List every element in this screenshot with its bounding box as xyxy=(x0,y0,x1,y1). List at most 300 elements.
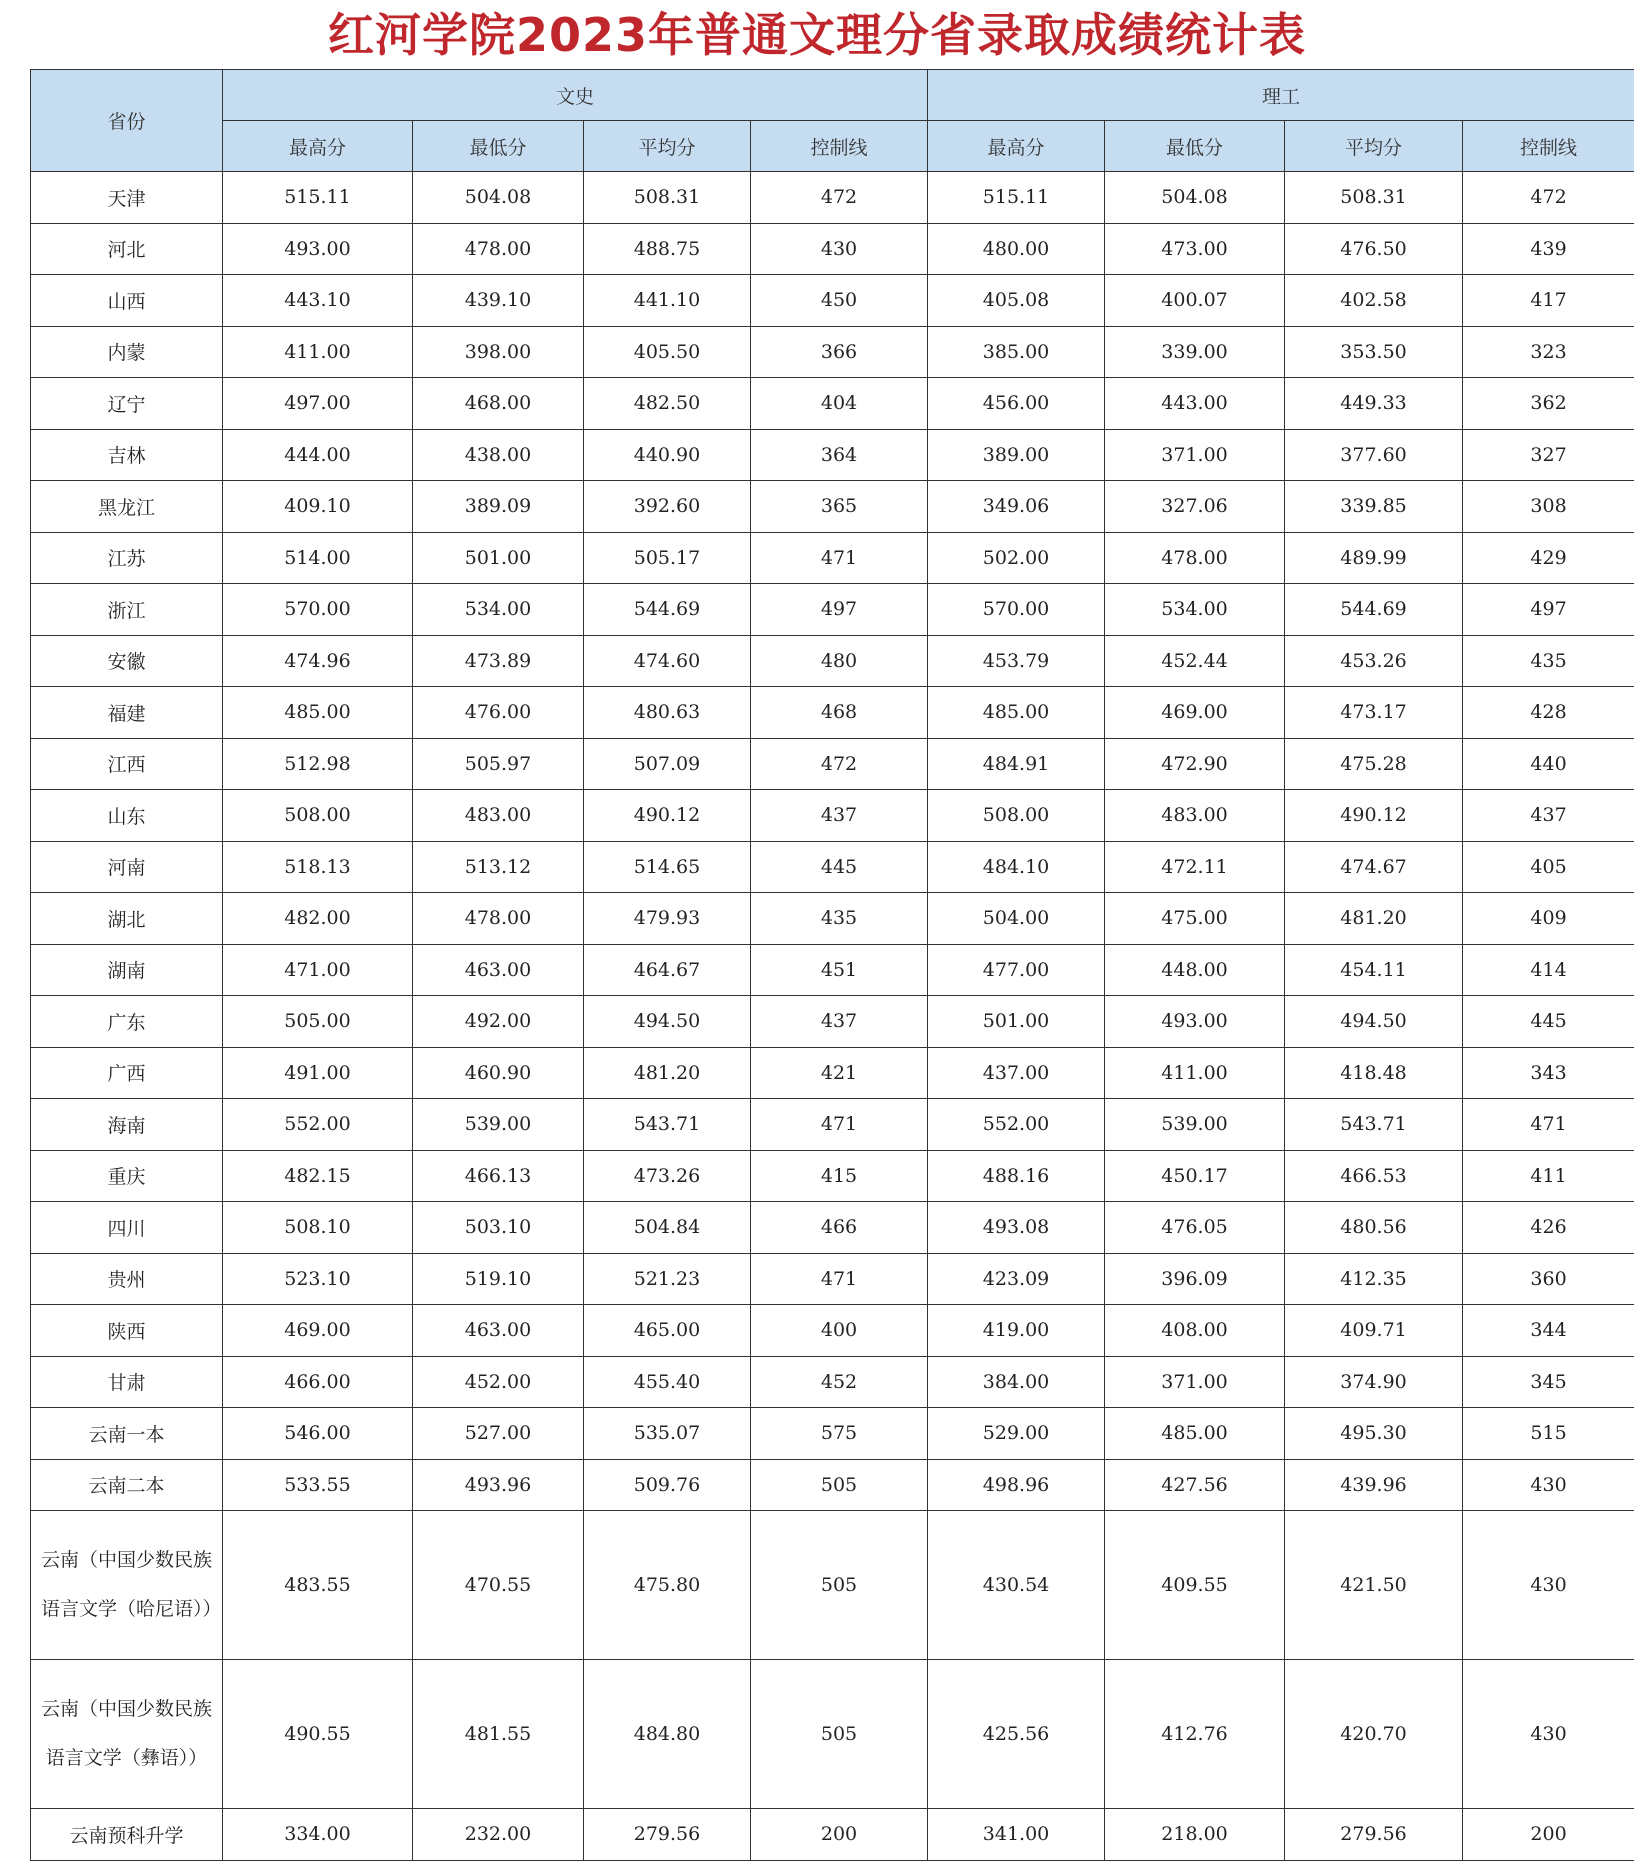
science-min-cell: 476.05 xyxy=(1105,1202,1285,1254)
arts-control-cell: 451 xyxy=(751,944,928,996)
science-max-cell: 552.00 xyxy=(928,1099,1105,1151)
science-max-cell: 485.00 xyxy=(928,687,1105,739)
science-max-cell: 477.00 xyxy=(928,944,1105,996)
science-min-cell: 493.00 xyxy=(1105,996,1285,1048)
arts-control-cell: 365 xyxy=(751,481,928,533)
table-row xyxy=(31,1150,1634,1202)
arts-min-cell: 463.00 xyxy=(413,1305,584,1357)
arts-control-cell: 505 xyxy=(751,1511,928,1660)
arts-avg-cell: 507.09 xyxy=(584,738,751,790)
table-row xyxy=(31,326,1634,378)
science-control-cell: 472 xyxy=(1463,172,1634,224)
arts-max-cell: 508.10 xyxy=(223,1202,413,1254)
science-control-cell: 435 xyxy=(1463,635,1634,687)
table-row xyxy=(31,738,1634,790)
arts-max-cell: 485.00 xyxy=(223,687,413,739)
table-row xyxy=(31,944,1634,996)
arts-control-cell: 415 xyxy=(751,1150,928,1202)
science-control-cell: 362 xyxy=(1463,378,1634,430)
arts-min-cell: 466.13 xyxy=(413,1150,584,1202)
science-avg-cell: 508.31 xyxy=(1285,172,1463,224)
science-control-cell: 417 xyxy=(1463,275,1634,327)
science-max-cell: 502.00 xyxy=(928,532,1105,584)
science-avg-cell: 480.56 xyxy=(1285,1202,1463,1254)
arts-max-cell: 482.00 xyxy=(223,893,413,945)
arts-control-cell: 450 xyxy=(751,275,928,327)
arts-avg-cell: 482.50 xyxy=(584,378,751,430)
province-cell: 云南预科升学 xyxy=(31,1809,223,1861)
province-cell: 贵州 xyxy=(31,1253,223,1305)
arts-min-cell: 501.00 xyxy=(413,532,584,584)
science-avg-cell: 489.99 xyxy=(1285,532,1463,584)
table-row xyxy=(31,429,1634,481)
arts-control-cell: 472 xyxy=(751,738,928,790)
arts-avg-cell: 440.90 xyxy=(584,429,751,481)
arts-min-cell: 478.00 xyxy=(413,893,584,945)
arts-max-cell: 466.00 xyxy=(223,1356,413,1408)
header-science-avg: 平均分 xyxy=(1285,121,1463,172)
arts-max-cell: 497.00 xyxy=(223,378,413,430)
arts-max-cell: 444.00 xyxy=(223,429,413,481)
science-avg-cell: 494.50 xyxy=(1285,996,1463,1048)
arts-min-cell: 492.00 xyxy=(413,996,584,1048)
arts-min-cell: 513.12 xyxy=(413,841,584,893)
science-max-cell: 498.96 xyxy=(928,1459,1105,1511)
science-control-cell: 426 xyxy=(1463,1202,1634,1254)
arts-avg-cell: 475.80 xyxy=(584,1511,751,1660)
arts-control-cell: 437 xyxy=(751,790,928,842)
table-row xyxy=(31,1099,1634,1151)
arts-max-cell: 505.00 xyxy=(223,996,413,1048)
science-min-cell: 539.00 xyxy=(1105,1099,1285,1151)
arts-min-cell: 478.00 xyxy=(413,223,584,275)
arts-max-cell: 508.00 xyxy=(223,790,413,842)
arts-max-cell: 482.15 xyxy=(223,1150,413,1202)
arts-avg-cell: 494.50 xyxy=(584,996,751,1048)
province-cell: 吉林 xyxy=(31,429,223,481)
arts-max-cell: 411.00 xyxy=(223,326,413,378)
science-avg-cell: 418.48 xyxy=(1285,1047,1463,1099)
arts-max-cell: 515.11 xyxy=(223,172,413,224)
arts-control-cell: 430 xyxy=(751,223,928,275)
science-min-cell: 218.00 xyxy=(1105,1809,1285,1861)
arts-control-cell: 472 xyxy=(751,172,928,224)
science-avg-cell: 476.50 xyxy=(1285,223,1463,275)
science-max-cell: 508.00 xyxy=(928,790,1105,842)
science-max-cell: 430.54 xyxy=(928,1511,1105,1660)
science-min-cell: 472.90 xyxy=(1105,738,1285,790)
science-min-cell: 448.00 xyxy=(1105,944,1285,996)
province-cell: 湖南 xyxy=(31,944,223,996)
table-row xyxy=(31,1459,1634,1511)
arts-min-cell: 483.00 xyxy=(413,790,584,842)
arts-min-cell: 468.00 xyxy=(413,378,584,430)
arts-min-cell: 503.10 xyxy=(413,1202,584,1254)
table-row xyxy=(31,1253,1634,1305)
province-cell: 广东 xyxy=(31,996,223,1048)
science-control-cell: 440 xyxy=(1463,738,1634,790)
science-avg-cell: 495.30 xyxy=(1285,1408,1463,1460)
science-min-cell: 412.76 xyxy=(1105,1660,1285,1809)
arts-min-cell: 493.96 xyxy=(413,1459,584,1511)
arts-control-cell: 466 xyxy=(751,1202,928,1254)
table-row xyxy=(31,790,1634,842)
science-avg-cell: 474.67 xyxy=(1285,841,1463,893)
province-cell: 黑龙江 xyxy=(31,481,223,533)
arts-control-cell: 468 xyxy=(751,687,928,739)
header-arts-max: 最高分 xyxy=(223,121,413,172)
province-cell: 辽宁 xyxy=(31,378,223,430)
science-avg-cell: 473.17 xyxy=(1285,687,1463,739)
arts-max-cell: 523.10 xyxy=(223,1253,413,1305)
science-avg-cell: 402.58 xyxy=(1285,275,1463,327)
arts-avg-cell: 488.75 xyxy=(584,223,751,275)
arts-min-cell: 389.09 xyxy=(413,481,584,533)
province-cell: 山西 xyxy=(31,275,223,327)
science-control-cell: 439 xyxy=(1463,223,1634,275)
province-cell: 云南（中国少数民族语言文学（哈尼语）） xyxy=(31,1511,223,1660)
science-max-cell: 493.08 xyxy=(928,1202,1105,1254)
page-title: 红河学院2023年普通文理分省录取成绩统计表 xyxy=(327,8,1307,62)
table-row xyxy=(31,841,1634,893)
header-province: 省份 xyxy=(31,70,223,172)
arts-max-cell: 514.00 xyxy=(223,532,413,584)
arts-min-cell: 439.10 xyxy=(413,275,584,327)
arts-max-cell: 474.96 xyxy=(223,635,413,687)
arts-min-cell: 534.00 xyxy=(413,584,584,636)
table-row xyxy=(31,223,1634,275)
province-cell: 福建 xyxy=(31,687,223,739)
science-avg-cell: 421.50 xyxy=(1285,1511,1463,1660)
science-min-cell: 475.00 xyxy=(1105,893,1285,945)
science-avg-cell: 543.71 xyxy=(1285,1099,1463,1151)
science-max-cell: 384.00 xyxy=(928,1356,1105,1408)
province-cell: 重庆 xyxy=(31,1150,223,1202)
science-max-cell: 456.00 xyxy=(928,378,1105,430)
table-row xyxy=(31,1047,1634,1099)
science-max-cell: 405.08 xyxy=(928,275,1105,327)
header-group-arts: 文史 xyxy=(223,70,928,121)
province-cell: 陕西 xyxy=(31,1305,223,1357)
arts-max-cell: 483.55 xyxy=(223,1511,413,1660)
science-max-cell: 385.00 xyxy=(928,326,1105,378)
science-min-cell: 339.00 xyxy=(1105,326,1285,378)
science-min-cell: 450.17 xyxy=(1105,1150,1285,1202)
arts-control-cell: 366 xyxy=(751,326,928,378)
arts-avg-cell: 405.50 xyxy=(584,326,751,378)
science-min-cell: 409.55 xyxy=(1105,1511,1285,1660)
science-avg-cell: 481.20 xyxy=(1285,893,1463,945)
science-avg-cell: 412.35 xyxy=(1285,1253,1463,1305)
arts-control-cell: 445 xyxy=(751,841,928,893)
science-control-cell: 344 xyxy=(1463,1305,1634,1357)
science-max-cell: 423.09 xyxy=(928,1253,1105,1305)
arts-min-cell: 398.00 xyxy=(413,326,584,378)
science-max-cell: 484.91 xyxy=(928,738,1105,790)
science-max-cell: 529.00 xyxy=(928,1408,1105,1460)
arts-max-cell: 491.00 xyxy=(223,1047,413,1099)
table-row xyxy=(31,1356,1634,1408)
science-min-cell: 411.00 xyxy=(1105,1047,1285,1099)
arts-control-cell: 435 xyxy=(751,893,928,945)
header-arts-avg: 平均分 xyxy=(584,121,751,172)
arts-avg-cell: 509.76 xyxy=(584,1459,751,1511)
arts-max-cell: 409.10 xyxy=(223,481,413,533)
science-avg-cell: 439.96 xyxy=(1285,1459,1463,1511)
arts-avg-cell: 455.40 xyxy=(584,1356,751,1408)
arts-min-cell: 539.00 xyxy=(413,1099,584,1151)
arts-max-cell: 490.55 xyxy=(223,1660,413,1809)
header-arts-control: 控制线 xyxy=(751,121,928,172)
table-row xyxy=(31,687,1634,739)
science-min-cell: 469.00 xyxy=(1105,687,1285,739)
science-min-cell: 534.00 xyxy=(1105,584,1285,636)
arts-avg-cell: 481.20 xyxy=(584,1047,751,1099)
table-row xyxy=(31,481,1634,533)
arts-avg-cell: 543.71 xyxy=(584,1099,751,1151)
science-control-cell: 497 xyxy=(1463,584,1634,636)
arts-max-cell: 570.00 xyxy=(223,584,413,636)
arts-avg-cell: 535.07 xyxy=(584,1408,751,1460)
science-min-cell: 443.00 xyxy=(1105,378,1285,430)
arts-min-cell: 481.55 xyxy=(413,1660,584,1809)
province-cell: 云南一本 xyxy=(31,1408,223,1460)
science-max-cell: 419.00 xyxy=(928,1305,1105,1357)
admission-score-table xyxy=(30,69,1634,1861)
province-cell: 甘肃 xyxy=(31,1356,223,1408)
science-max-cell: 484.10 xyxy=(928,841,1105,893)
province-cell: 山东 xyxy=(31,790,223,842)
arts-min-cell: 232.00 xyxy=(413,1809,584,1861)
arts-max-cell: 533.55 xyxy=(223,1459,413,1511)
science-max-cell: 425.56 xyxy=(928,1660,1105,1809)
arts-max-cell: 512.98 xyxy=(223,738,413,790)
arts-control-cell: 421 xyxy=(751,1047,928,1099)
arts-avg-cell: 480.63 xyxy=(584,687,751,739)
arts-control-cell: 471 xyxy=(751,1099,928,1151)
science-control-cell: 471 xyxy=(1463,1099,1634,1151)
province-cell: 湖北 xyxy=(31,893,223,945)
arts-control-cell: 505 xyxy=(751,1660,928,1809)
header-science-control: 控制线 xyxy=(1463,121,1634,172)
science-min-cell: 485.00 xyxy=(1105,1408,1285,1460)
arts-avg-cell: 505.17 xyxy=(584,532,751,584)
arts-max-cell: 469.00 xyxy=(223,1305,413,1357)
arts-min-cell: 463.00 xyxy=(413,944,584,996)
science-min-cell: 400.07 xyxy=(1105,275,1285,327)
science-control-cell: 414 xyxy=(1463,944,1634,996)
province-cell: 天津 xyxy=(31,172,223,224)
science-control-cell: 409 xyxy=(1463,893,1634,945)
arts-control-cell: 471 xyxy=(751,1253,928,1305)
science-control-cell: 405 xyxy=(1463,841,1634,893)
province-cell: 内蒙 xyxy=(31,326,223,378)
arts-avg-cell: 479.93 xyxy=(584,893,751,945)
arts-control-cell: 364 xyxy=(751,429,928,481)
science-avg-cell: 353.50 xyxy=(1285,326,1463,378)
table-row xyxy=(31,1305,1634,1357)
science-min-cell: 427.56 xyxy=(1105,1459,1285,1511)
science-avg-cell: 466.53 xyxy=(1285,1150,1463,1202)
science-avg-cell: 420.70 xyxy=(1285,1660,1463,1809)
science-max-cell: 389.00 xyxy=(928,429,1105,481)
province-cell: 云南二本 xyxy=(31,1459,223,1511)
province-cell: 四川 xyxy=(31,1202,223,1254)
province-cell: 江苏 xyxy=(31,532,223,584)
arts-max-cell: 471.00 xyxy=(223,944,413,996)
science-max-cell: 341.00 xyxy=(928,1809,1105,1861)
arts-avg-cell: 508.31 xyxy=(584,172,751,224)
arts-min-cell: 460.90 xyxy=(413,1047,584,1099)
table-row xyxy=(31,893,1634,945)
science-avg-cell: 475.28 xyxy=(1285,738,1463,790)
arts-max-cell: 546.00 xyxy=(223,1408,413,1460)
science-max-cell: 480.00 xyxy=(928,223,1105,275)
science-min-cell: 371.00 xyxy=(1105,429,1285,481)
science-control-cell: 308 xyxy=(1463,481,1634,533)
arts-avg-cell: 490.12 xyxy=(584,790,751,842)
science-control-cell: 430 xyxy=(1463,1660,1634,1809)
arts-min-cell: 470.55 xyxy=(413,1511,584,1660)
province-cell: 河南 xyxy=(31,841,223,893)
science-control-cell: 445 xyxy=(1463,996,1634,1048)
arts-avg-cell: 473.26 xyxy=(584,1150,751,1202)
arts-control-cell: 452 xyxy=(751,1356,928,1408)
science-control-cell: 430 xyxy=(1463,1459,1634,1511)
arts-max-cell: 493.00 xyxy=(223,223,413,275)
science-control-cell: 411 xyxy=(1463,1150,1634,1202)
science-min-cell: 478.00 xyxy=(1105,532,1285,584)
science-min-cell: 473.00 xyxy=(1105,223,1285,275)
science-control-cell: 327 xyxy=(1463,429,1634,481)
arts-avg-cell: 392.60 xyxy=(584,481,751,533)
science-control-cell: 428 xyxy=(1463,687,1634,739)
arts-min-cell: 504.08 xyxy=(413,172,584,224)
science-min-cell: 472.11 xyxy=(1105,841,1285,893)
arts-avg-cell: 521.23 xyxy=(584,1253,751,1305)
science-control-cell: 437 xyxy=(1463,790,1634,842)
province-cell: 云南（中国少数民族语言文学（彝语）） xyxy=(31,1660,223,1809)
science-avg-cell: 544.69 xyxy=(1285,584,1463,636)
table-row xyxy=(31,275,1634,327)
arts-avg-cell: 464.67 xyxy=(584,944,751,996)
science-max-cell: 453.79 xyxy=(928,635,1105,687)
science-control-cell: 345 xyxy=(1463,1356,1634,1408)
science-avg-cell: 374.90 xyxy=(1285,1356,1463,1408)
table-row xyxy=(31,532,1634,584)
arts-control-cell: 200 xyxy=(751,1809,928,1861)
table-header xyxy=(31,70,1634,172)
science-avg-cell: 409.71 xyxy=(1285,1305,1463,1357)
table-row xyxy=(31,1511,1634,1660)
arts-max-cell: 552.00 xyxy=(223,1099,413,1151)
science-max-cell: 349.06 xyxy=(928,481,1105,533)
science-avg-cell: 449.33 xyxy=(1285,378,1463,430)
science-max-cell: 501.00 xyxy=(928,996,1105,1048)
science-min-cell: 504.08 xyxy=(1105,172,1285,224)
science-control-cell: 343 xyxy=(1463,1047,1634,1099)
table-row xyxy=(31,1202,1634,1254)
table-row xyxy=(31,172,1634,224)
table-row xyxy=(31,584,1634,636)
arts-control-cell: 471 xyxy=(751,532,928,584)
arts-control-cell: 575 xyxy=(751,1408,928,1460)
science-min-cell: 371.00 xyxy=(1105,1356,1285,1408)
arts-control-cell: 400 xyxy=(751,1305,928,1357)
science-min-cell: 327.06 xyxy=(1105,481,1285,533)
science-max-cell: 504.00 xyxy=(928,893,1105,945)
province-cell: 海南 xyxy=(31,1099,223,1151)
science-min-cell: 408.00 xyxy=(1105,1305,1285,1357)
science-control-cell: 360 xyxy=(1463,1253,1634,1305)
science-avg-cell: 377.60 xyxy=(1285,429,1463,481)
science-min-cell: 483.00 xyxy=(1105,790,1285,842)
arts-avg-cell: 279.56 xyxy=(584,1809,751,1861)
science-avg-cell: 454.11 xyxy=(1285,944,1463,996)
arts-control-cell: 505 xyxy=(751,1459,928,1511)
arts-min-cell: 505.97 xyxy=(413,738,584,790)
province-cell: 广西 xyxy=(31,1047,223,1099)
province-cell: 安徽 xyxy=(31,635,223,687)
arts-min-cell: 438.00 xyxy=(413,429,584,481)
science-max-cell: 437.00 xyxy=(928,1047,1105,1099)
header-science-max: 最高分 xyxy=(928,121,1105,172)
science-max-cell: 515.11 xyxy=(928,172,1105,224)
science-max-cell: 488.16 xyxy=(928,1150,1105,1202)
arts-avg-cell: 474.60 xyxy=(584,635,751,687)
science-min-cell: 452.44 xyxy=(1105,635,1285,687)
science-max-cell: 570.00 xyxy=(928,584,1105,636)
science-min-cell: 396.09 xyxy=(1105,1253,1285,1305)
table-row xyxy=(31,996,1634,1048)
province-cell: 河北 xyxy=(31,223,223,275)
province-cell: 浙江 xyxy=(31,584,223,636)
table-row xyxy=(31,1809,1634,1861)
science-control-cell: 515 xyxy=(1463,1408,1634,1460)
science-avg-cell: 339.85 xyxy=(1285,481,1463,533)
arts-avg-cell: 441.10 xyxy=(584,275,751,327)
arts-avg-cell: 465.00 xyxy=(584,1305,751,1357)
science-avg-cell: 279.56 xyxy=(1285,1809,1463,1861)
arts-control-cell: 480 xyxy=(751,635,928,687)
arts-min-cell: 519.10 xyxy=(413,1253,584,1305)
arts-max-cell: 443.10 xyxy=(223,275,413,327)
science-control-cell: 323 xyxy=(1463,326,1634,378)
arts-avg-cell: 484.80 xyxy=(584,1660,751,1809)
arts-min-cell: 527.00 xyxy=(413,1408,584,1460)
table-body xyxy=(31,172,1634,1861)
arts-avg-cell: 504.84 xyxy=(584,1202,751,1254)
arts-min-cell: 473.89 xyxy=(413,635,584,687)
arts-min-cell: 476.00 xyxy=(413,687,584,739)
arts-control-cell: 497 xyxy=(751,584,928,636)
header-group-science: 理工 xyxy=(928,70,1634,121)
arts-avg-cell: 544.69 xyxy=(584,584,751,636)
table-row xyxy=(31,1408,1634,1460)
science-avg-cell: 490.12 xyxy=(1285,790,1463,842)
arts-min-cell: 452.00 xyxy=(413,1356,584,1408)
table-row xyxy=(31,378,1634,430)
header-arts-min: 最低分 xyxy=(413,121,584,172)
arts-max-cell: 518.13 xyxy=(223,841,413,893)
arts-control-cell: 437 xyxy=(751,996,928,1048)
header-science-min: 最低分 xyxy=(1105,121,1285,172)
province-cell: 江西 xyxy=(31,738,223,790)
arts-max-cell: 334.00 xyxy=(223,1809,413,1861)
arts-avg-cell: 514.65 xyxy=(584,841,751,893)
table-row xyxy=(31,1660,1634,1809)
science-control-cell: 200 xyxy=(1463,1809,1634,1861)
